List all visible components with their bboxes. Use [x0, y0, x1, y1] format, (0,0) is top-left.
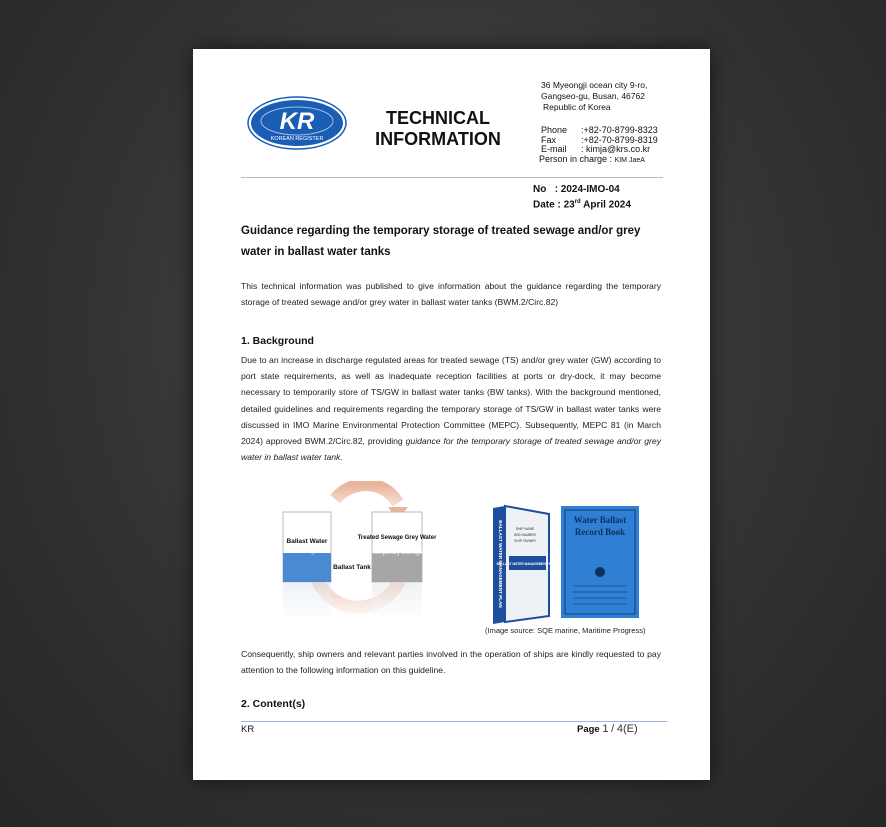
title-line-1: TECHNICAL: [386, 108, 490, 128]
date-month-year: April 2024: [583, 199, 631, 211]
header-divider: [241, 177, 663, 178]
section-heading-contents: 2. Content(s): [241, 698, 306, 710]
kr-logo: [246, 95, 348, 151]
background-paragraph: Due to an increase in discharge regulated areas for treated sewage (TS) and/or grey water (GW) according to port state requirements, as well as inadequate reception facilities at ports or dry-dock, it may become necessary to temporarily store of TS/GW in ballast water tanks (BW tanks). With the background mentioned, detailed guidelines and requirements regarding the temporary storage of TS/GW in ballast water tanks were discussed in IMO Marine Environmental Protection Committee (MEPC). Subsequently, MEPC 81 (in March 2024) approved BWM.2/Circ.82, providing guidance for the temporary storage of treated sewage and/or grey water in ballast water tank.: [241, 355, 661, 463]
svg-text:SHIP OWNER: SHIP OWNER: [514, 539, 536, 543]
address-line: 36 Myeongji ocean city 9-ro,: [541, 80, 648, 90]
svg-text:SHIP NAME: SHIP NAME: [515, 527, 535, 531]
cycle-arrow-top: [335, 484, 398, 503]
treated-sewage-fill: [372, 553, 422, 582]
logo-text: KR: [279, 108, 315, 135]
document-number: : 2024-IMO-04: [554, 184, 620, 195]
right-box-title: Treated Sewage Grey Water: [357, 535, 437, 541]
italic-guidance-text: guidance for the temporary storage of treated sewage and/or grey water in ballast water tank.: [241, 436, 661, 463]
document-title: [368, 108, 508, 150]
binder-spine-text: BALLAST WATER MANAGEMENT PLAN: [498, 520, 503, 608]
ballast-water-fill: [283, 553, 331, 582]
left-box-title: Ballast Water: [286, 538, 328, 545]
footer-left-text: KR: [241, 724, 255, 735]
section-heading-background: 1. Background: [241, 335, 314, 347]
image-caption: (Image source: SQE marine, Maritime Progress): [485, 626, 646, 635]
footer-divider: [241, 721, 667, 722]
right-box-sub: Temporary Storage: [371, 550, 423, 556]
phone-row: Phone :+82-70-8799-8323: [541, 125, 658, 135]
subject-heading: Guidance regarding the temporary storage of treated sewage and/or grey water in ballast water tanks: [241, 225, 641, 258]
record-book-title: Water Ballast Record Book: [573, 515, 627, 537]
title-line-2: INFORMATION: [375, 129, 501, 149]
left-box-sub: Storage: [296, 549, 318, 555]
email-row: E-mail : kimja@krs.co.kr: [541, 144, 651, 154]
ballast-tank-diagram: [273, 481, 443, 621]
person-row: Person in charge : KIM JaeA: [539, 153, 645, 164]
document-page: [193, 49, 710, 780]
page-current: 1: [602, 723, 609, 735]
intro-paragraph: This technical information was published to give information about the guidance regarding the temporary storage of treated sewage and/or grey water in ballast water tanks (BWM.2/Circ.82): [241, 281, 661, 308]
address-line: Republic of Korea: [543, 102, 611, 112]
page-indicator: Page 1 / 4(E): [577, 723, 638, 735]
svg-text:IMO NUMBER: IMO NUMBER: [513, 533, 537, 537]
date-day: 23: [563, 199, 575, 211]
ballast-documents-image: [489, 504, 647, 626]
center-label: Ballast Tank: [333, 564, 371, 571]
page-total: 4(E): [616, 723, 638, 735]
binder-cover-title: BALLAST WATER MANAGEMENT PLAN: [496, 562, 558, 566]
fax-row: Fax :+82-70-8799-8319: [541, 134, 658, 145]
logo-subtext: KOREAN REGISTER: [270, 136, 324, 142]
document-number-date: No : 2024-IMO-04 Date : 23rd April 2024: [533, 184, 631, 211]
consequence-paragraph: Consequently, ship owners and relevant parties involved in the operation of ships are kindly requested to pay attention to the following information on this guideline.: [241, 649, 661, 676]
contact-block: [541, 126, 658, 165]
address-line: Gangseo-gu, Busan, 46762: [541, 91, 645, 101]
address-block: [541, 80, 647, 113]
ship-emblem: [595, 567, 605, 577]
